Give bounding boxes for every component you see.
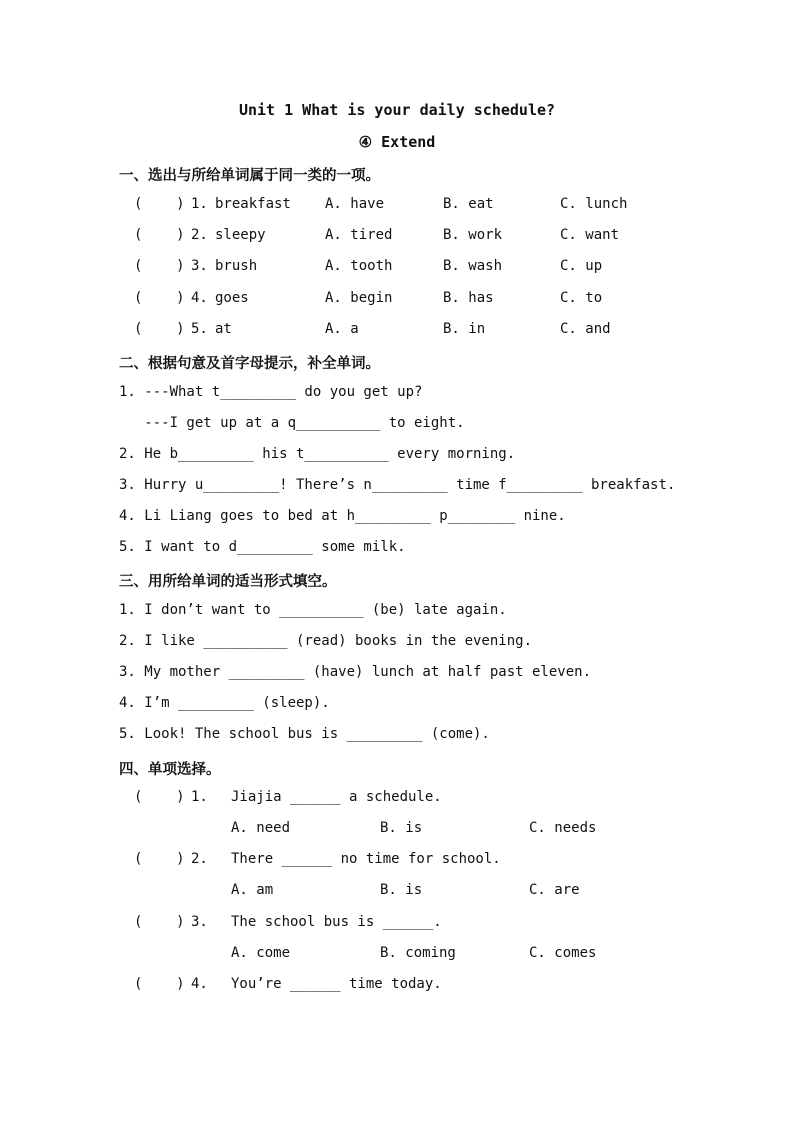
item-number: 2.: [191, 227, 208, 243]
answer-paren: ( ): [134, 196, 185, 212]
question-line: 2. I like __________ (read) books in the evening.: [119, 633, 533, 649]
option-a: A. tired: [325, 227, 393, 243]
item-number: 2.: [191, 851, 208, 867]
item-number: 1.: [191, 196, 208, 212]
answer-paren: ( ): [134, 227, 185, 243]
option-b: B. has: [443, 290, 494, 306]
answer-paren: ( ): [134, 789, 185, 805]
option-b: B. in: [443, 321, 486, 337]
option-c: C. comes: [529, 945, 597, 961]
item-word: brush: [215, 258, 258, 274]
question-line: ---I get up at a q__________ to eight.: [119, 415, 465, 431]
answer-paren: ( ): [134, 914, 185, 930]
option-a: A. am: [231, 882, 274, 898]
option-b: B. wash: [443, 258, 503, 274]
item-number: 4.: [191, 976, 208, 992]
question-line: 5. I want to d_________ some milk.: [119, 539, 406, 555]
question-line: 1. I don’t want to __________ (be) late again.: [119, 602, 507, 618]
item-word: breakfast: [215, 196, 291, 212]
option-c: C. want: [560, 227, 620, 243]
option-c: C. are: [529, 882, 580, 898]
question-line: 3. Hurry u_________! There’s n_________ time f_________ breakfast.: [119, 477, 676, 493]
question-line: 2. He b_________ his t__________ every morning.: [119, 446, 516, 462]
item-word: sleepy: [215, 227, 266, 243]
answer-paren: ( ): [134, 321, 185, 337]
option-a: A. a: [325, 321, 359, 337]
question-line: 3. My mother _________ (have) lunch at half past eleven.: [119, 664, 592, 680]
option-c: C. to: [560, 290, 603, 306]
item-number: 4.: [191, 290, 208, 306]
option-c: C. lunch: [560, 196, 628, 212]
answer-paren: ( ): [134, 258, 185, 274]
option-a: A. begin: [325, 290, 393, 306]
answer-paren: ( ): [134, 290, 185, 306]
question-line: 4. I’m _________ (sleep).: [119, 695, 330, 711]
item-question: The school bus is ______.: [231, 914, 442, 930]
item-number: 3.: [191, 258, 208, 274]
item-word: at: [215, 321, 232, 337]
option-a: A. tooth: [325, 258, 393, 274]
option-c: C. needs: [529, 820, 597, 836]
item-question: There ______ no time for school.: [231, 851, 501, 867]
option-b: B. is: [380, 882, 423, 898]
question-line: 5. Look! The school bus is _________ (come).: [119, 726, 490, 742]
answer-paren: ( ): [134, 976, 185, 992]
page-subtitle: ④ Extend: [358, 133, 436, 151]
section-1-heading: 一、选出与所给单词属于同一类的一项。: [119, 168, 380, 184]
item-number: 3.: [191, 914, 208, 930]
option-b: B. eat: [443, 196, 494, 212]
answer-paren: ( ): [134, 851, 185, 867]
option-b: B. work: [443, 227, 503, 243]
item-question: You’re ______ time today.: [231, 976, 442, 992]
page-title: Unit 1 What is your daily schedule?: [238, 101, 556, 119]
item-word: goes: [215, 290, 249, 306]
section-3-heading: 三、用所给单词的适当形式填空。: [119, 574, 337, 590]
section-4-heading: 四、单项选择。: [119, 762, 221, 778]
item-number: 1.: [191, 789, 208, 805]
option-b: B. coming: [380, 945, 456, 961]
option-a: A. have: [325, 196, 385, 212]
item-question: Jiajia ______ a schedule.: [231, 789, 442, 805]
section-2-heading: 二、根据句意及首字母提示，补全单词。: [119, 356, 380, 372]
question-line: 4. Li Liang goes to bed at h_________ p________ nine.: [119, 508, 566, 524]
option-c: C. up: [560, 258, 603, 274]
item-number: 5.: [191, 321, 208, 337]
option-c: C. and: [560, 321, 611, 337]
question-line: 1. ---What t_________ do you get up?: [119, 384, 423, 400]
option-a: A. come: [231, 945, 291, 961]
option-a: A. need: [231, 820, 291, 836]
option-b: B. is: [380, 820, 423, 836]
